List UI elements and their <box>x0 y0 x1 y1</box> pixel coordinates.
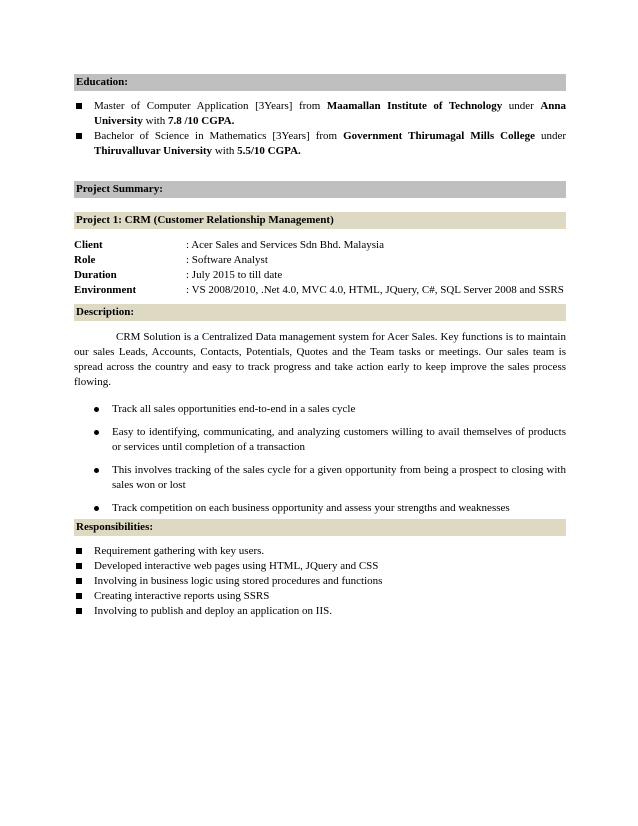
square-bullet-icon <box>76 578 82 584</box>
education-text: with <box>212 145 238 157</box>
education-text: with <box>142 115 168 127</box>
institution-name: Maamallan Institute of Technology <box>326 100 503 112</box>
info-row-client <box>74 238 566 253</box>
round-bullet-icon <box>94 430 99 435</box>
info-value: : July 2015 to till date <box>186 269 283 281</box>
education-text: under <box>534 130 567 142</box>
bullet-text: Easy to identifying, communicating, and analyzing customers willing to avail themselves of products or services until completion of a transaction <box>112 426 566 453</box>
round-bullet-icon <box>94 468 99 473</box>
responsibility-text: Creating interactive reports using SSRS <box>94 590 270 602</box>
education-list <box>74 99 566 159</box>
institution-name: Government Thirumagal Mills College <box>343 130 535 142</box>
description-bullet <box>74 425 566 455</box>
description-bullet <box>74 402 566 417</box>
bullet-text: Track competition on each business opportunity and assess your strengths and weaknesses <box>112 502 510 514</box>
resume-content <box>74 74 566 619</box>
responsibility-item <box>74 604 566 619</box>
square-bullet-icon <box>76 548 82 554</box>
info-key: Environment <box>74 284 137 296</box>
info-value: : Acer Sales and Services Sdn Bhd. Malaysia <box>186 239 384 251</box>
info-key: Duration <box>74 269 117 281</box>
round-bullet-icon <box>94 506 99 511</box>
info-row-role <box>74 253 566 268</box>
info-key: Role <box>74 254 96 266</box>
university-name: Thiruvalluvar University <box>94 145 213 157</box>
responsibility-item <box>74 544 566 559</box>
square-bullet-icon <box>76 593 82 599</box>
university-name: Anna University <box>94 100 567 127</box>
info-row-environment <box>74 283 566 298</box>
project-info <box>74 238 566 298</box>
description-bullets <box>74 402 566 516</box>
responsibilities-heading: Responsibilities: <box>74 519 566 536</box>
responsibilities-list <box>74 544 566 619</box>
square-bullet-icon <box>76 608 82 614</box>
info-value: : VS 2008/2010, .Net 4.0, MVC 4.0, HTML, JQuery, C#, SQL Server 2008 and SSRS <box>186 284 564 296</box>
education-heading: Education: <box>74 74 566 91</box>
responsibility-item <box>74 559 566 574</box>
education-text: under <box>502 100 541 112</box>
project-summary-heading: Project Summary: <box>74 181 566 198</box>
education-item <box>74 129 566 159</box>
info-key: Client <box>74 239 103 251</box>
cgpa-value: 7.8 /10 CGPA. <box>167 115 235 127</box>
square-bullet-icon <box>76 103 82 109</box>
round-bullet-icon <box>94 407 99 412</box>
responsibility-item <box>74 589 566 604</box>
info-value: : Software Analyst <box>186 254 268 266</box>
cgpa-value: 5.5/10 CGPA. <box>237 145 301 157</box>
education-text: Bachelor of Science in Mathematics [3Years] from <box>94 130 344 142</box>
square-bullet-icon <box>76 133 82 139</box>
responsibility-text: Involving to publish and deploy an application on IIS. <box>94 605 332 617</box>
responsibility-item <box>74 574 566 589</box>
education-item <box>74 99 566 129</box>
responsibility-text: Requirement gathering with key users. <box>94 545 265 557</box>
education-text: Master of Computer Application [3Years] from <box>94 100 327 112</box>
bullet-text: Track all sales opportunities end-to-end in a sales cycle <box>112 403 356 415</box>
square-bullet-icon <box>76 563 82 569</box>
description-heading: Description: <box>74 304 566 321</box>
responsibility-text: Developed interactive web pages using HTML, JQuery and CSS <box>94 560 379 572</box>
responsibility-text: Involving in business logic using stored procedures and functions <box>94 575 383 587</box>
description-paragraph: CRM Solution is a Centralized Data management system for Acer Sales. Key functions is to maintain our sales Leads, Accounts, Contacts, Potentials, Quotes and the Team tasks or meetings. Our sales team is spread across the country and easy to track progress and take action early to keep improve the sales process flowing. <box>74 331 566 388</box>
bullet-text: This involves tracking of the sales cycle for a given opportunity from being a prospect to closing with sales won or lost <box>112 464 566 491</box>
description-bullet <box>74 501 566 516</box>
project1-heading: Project 1: CRM (Customer Relationship Management) <box>74 212 566 229</box>
info-row-duration <box>74 268 566 283</box>
description-bullet <box>74 463 566 493</box>
